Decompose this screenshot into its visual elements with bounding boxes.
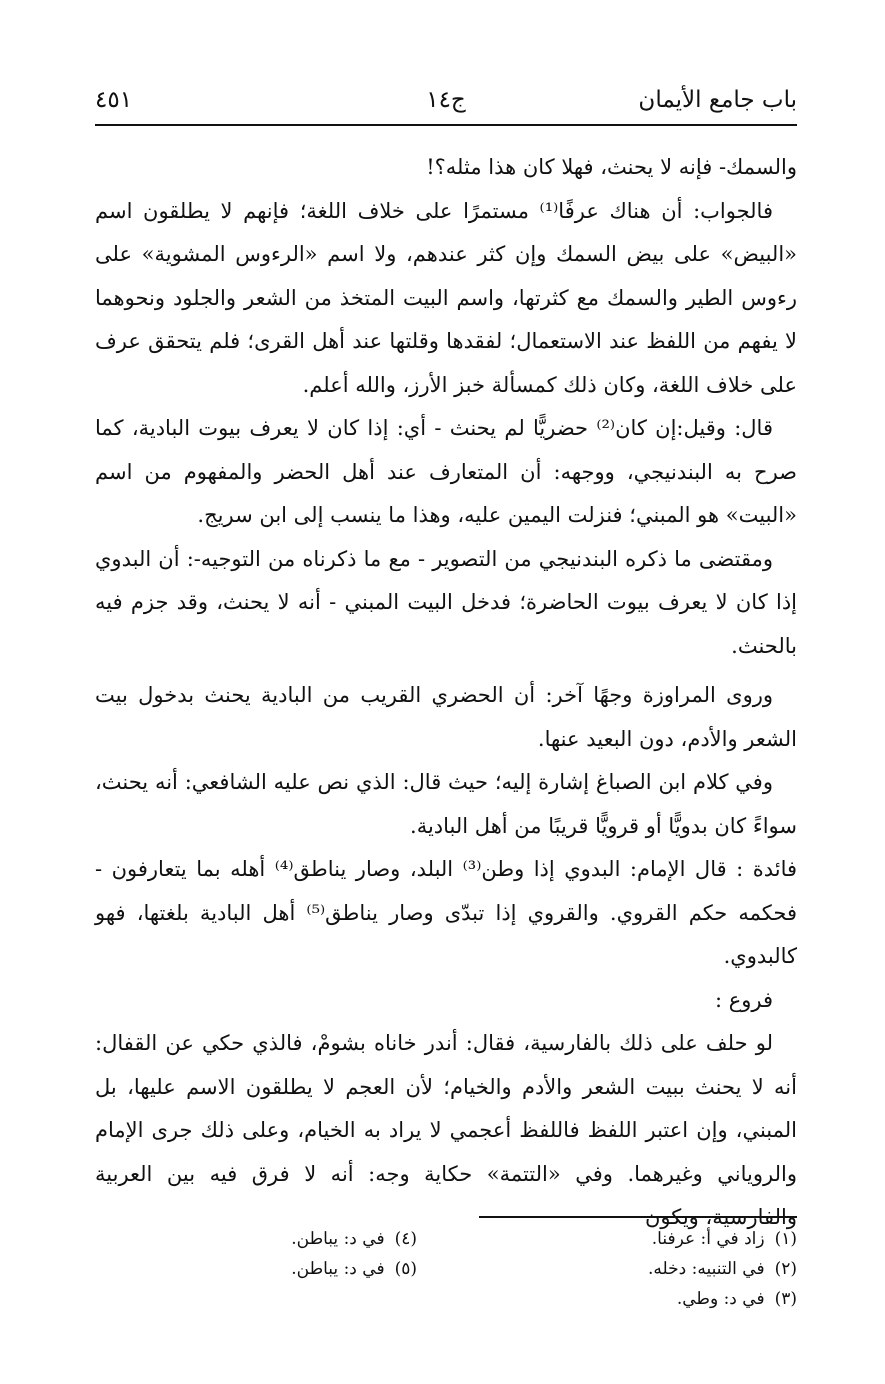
- paragraph-3: قال: وقيل:إن كان⁽²⁾ حضريًّا لم يحنث - أي: إذا كان لا يعرف بيوت البادية، كما صرح به البندنيجي، ووجهه: أن المتعارف عند أهل الحضر والمفهوم من اسم «البيت» هو المبني؛ فنزلت اليمين عليه، وهذا ما ينسب إلى ابن سريج.: [95, 416, 797, 527]
- page-number: ٤٥١: [95, 87, 133, 113]
- paragraph-4: ومقتضى ما ذكره البندنيجي من التصوير - مع ما ذكرناه من التوجيه-: أن البدوي إذا كان لا يعرف بيوت الحاضرة؛ فدخل البيت المبني - أنه لا يحنث، وقد جزم فيه بالحنث.: [95, 546, 797, 658]
- paragraph-5: وروى المراوزة وجهًا آخر: أن الحضري القريب من البادية يحنث بدخول بيت الشعر والأدم، دون البعيد عنها.: [95, 683, 797, 751]
- footnote-number: (٣): [774, 1289, 797, 1309]
- paragraph-1: والسمك- فإنه لا يحنث، فهلا كان هذا مثله؟!: [426, 155, 797, 179]
- footnote-text: في د: يباطن.: [291, 1229, 385, 1249]
- footnote-3: [677, 1284, 797, 1314]
- footnote-text: زاد في أ: عرفنا.: [651, 1229, 765, 1249]
- footnote-number: (٥): [394, 1259, 417, 1279]
- footnote-text: في التنبيه: دخله.: [647, 1259, 765, 1279]
- paragraph-6: وفي كلام ابن الصباغ إشارة إليه؛ حيث قال: الذي نص عليه الشافعي: أنه يحنث، سواءً كان بدويًّا أو قرويًّا قريبًا من أهل البادية.: [95, 770, 797, 838]
- header-rule: [95, 124, 797, 126]
- footnote-rule: [479, 1216, 797, 1218]
- footnote-text: في د: وطي.: [676, 1289, 765, 1309]
- footnote-text: في د: يباطن.: [291, 1259, 385, 1279]
- footnote-2: [648, 1254, 797, 1284]
- footnote-number: (٤): [394, 1229, 417, 1249]
- section-heading-furu: فروع :: [714, 987, 773, 1012]
- volume-label: ج١٤: [426, 87, 466, 113]
- footnote-number: (٢): [774, 1259, 797, 1279]
- footnotes: [95, 1224, 797, 1324]
- paragraph-2: فالجواب: أن هناك عرفًا⁽¹⁾ مستمرًا على خلاف اللغة؛ فإنهم لا يطلقون اسم «البيض» على بيض السمك وإن كثر عندهم، ولا اسم «الرءوس المشوية» على رءوس الطير والسمك مع كثرتها، واسم البيت المتخذ من الشعر والجلود ونحوهما لا يفهم من اللفظ عند الاستعمال؛ لفقدها وقلتها عند أهل القرى؛ فلم يتحقق عرف على خلاف اللغة، وكان ذلك كمسألة خبز الأرز، والله أعلم.: [95, 198, 797, 397]
- paragraph-8: لو حلف على ذلك بالفارسية، فقال: أندر خاناه بشومْ، فالذي حكي عن القفال: أنه لا يحنث ببيت الشعر والأدم والخيام؛ لأن العجم لا يطلقون الاسم عليها، بل المبني، وإن اعتبر اللفظ فاللفظ أعجمي لا يراد به الخيام، وعلى ذلك جرى الإمام والروياني وغيرهما. وفي «التتمة» حكاية وجه: أنه لا فرق فيه بين العربية والفارسية، ويكون: [95, 1031, 797, 1229]
- footnote-4: [291, 1224, 417, 1254]
- running-header: [95, 82, 797, 118]
- footnote-1: [652, 1224, 797, 1254]
- main-text: [95, 146, 797, 1240]
- footnote-5: [291, 1254, 417, 1284]
- footnote-number: (١): [774, 1229, 797, 1249]
- chapter-title: باب جامع الأيمان: [638, 87, 797, 113]
- paragraph-7: فائدة : قال الإمام: البدوي إذا وطن⁽³⁾ البلد، وصار يناطق⁽⁴⁾ أهله بما يتعارفون - فحكمه حكم القروي. والقروي إذا تبدّى وصار يناطق⁽⁵⁾ أهل البادية بلغتها، فهو كالبدوي.: [95, 857, 798, 968]
